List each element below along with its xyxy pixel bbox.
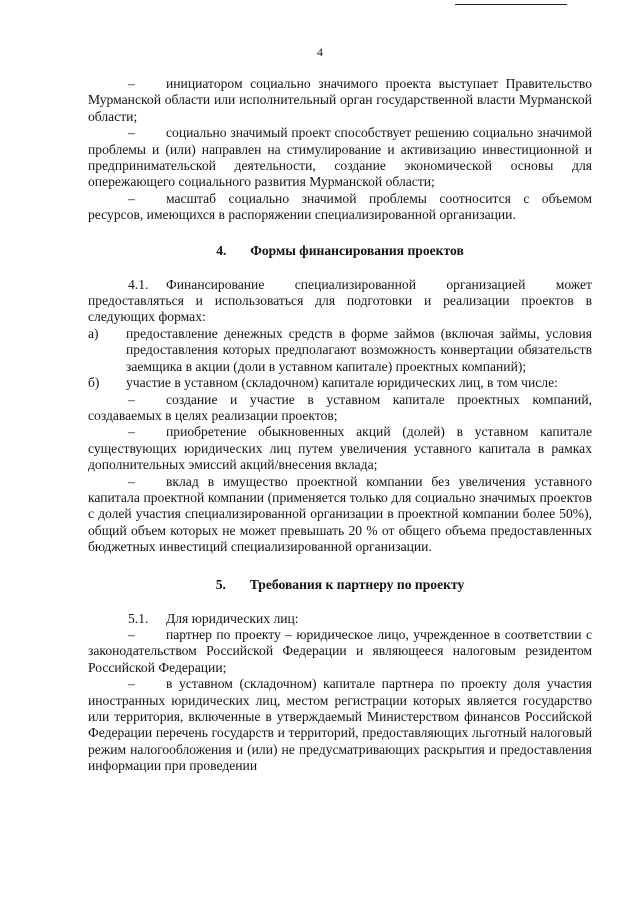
clause-4-1 <box>88 277 592 326</box>
list-item-text: приобретение обыкновенных акций (долей) в уставном капитале существующих юридических лиц путем увеличения уставного капитала в рамках дополнительных эмиссий акций/внесения вклада; <box>88 424 592 473</box>
list-item <box>88 676 592 774</box>
clause-number: 4.1. <box>128 276 149 292</box>
list-item-text: предоставление денежных средств в форме займов (включая займы, условия предоставления которых предполагают возможность конвертации обязательств заемщика в акции (доли в уставном капитале) проектных компаний); <box>126 325 592 374</box>
list-item-text: инициатором социально значимого проекта выступает Правительство Мурманской области или исполнительный орган государственной власти Мурманской области; <box>88 76 592 124</box>
section-title: Формы финансирования проектов <box>250 242 464 258</box>
clause-number: 5.1. <box>128 610 149 626</box>
clause-text: Для юридических лиц: <box>166 610 299 626</box>
section-number: 5. <box>215 576 226 592</box>
dash-marker: – <box>128 125 135 141</box>
list-letter: б) <box>88 375 100 391</box>
list-letter: а) <box>88 325 99 341</box>
sub-list-item <box>88 424 592 473</box>
list-item-b <box>88 375 592 391</box>
list-item-text: партнер по проекту – юридическое лицо, учрежденное в соответствии с законодательством Российской Федерации и являющееся налоговым резидентом Российской Федерации; <box>88 626 592 675</box>
dash-marker: – <box>128 676 135 692</box>
dash-marker: – <box>128 76 135 91</box>
section-number: 4. <box>216 242 227 258</box>
dash-marker: – <box>128 190 135 206</box>
clause-text: Финансирование специализированной организацией может предоставляться и использоваться для подготовки и реализации проектов в следующих формах: <box>88 276 592 325</box>
document-page <box>88 76 592 775</box>
list-item-text: участие в уставном (складочном) капитале юридических лиц, в том числе: <box>126 375 558 391</box>
sub-list-item <box>88 392 592 425</box>
section-5-heading <box>88 576 592 593</box>
page-number: 4 <box>317 45 323 59</box>
list-item-text: социально значимый проект способствует решению социально значимой проблемы и (или) направлен на стимулирование и активизацию инвестиционной и предпринимательской деятельности, создание экономической основы для опережающего социального развития Мурманской области; <box>88 125 592 190</box>
list-item <box>88 191 592 224</box>
dash-marker: – <box>128 391 135 407</box>
section-title: Требования к партнеру по проекту <box>249 576 465 592</box>
dash-marker: – <box>128 424 135 440</box>
list-item <box>88 125 592 191</box>
list-item <box>88 76 592 125</box>
dash-marker: – <box>128 626 135 642</box>
list-item <box>88 627 592 676</box>
list-item-text: масштаб социально значимой проблемы соотносится с объемом ресурсов, имеющихся в распоряжении специализированной организации. <box>88 190 592 223</box>
list-item-text: в уставном (складочном) капитале партнера по проекту доля участия иностранных юридических лиц, местом регистрации которых является государство или территория, включенные в утверждаемый Министерством финансов Российской Федерации перечень государств и территорий, предоставляющих льготный налоговый режим налогообложения и (или) не предусматривающих раскрытия и предоставления информации при проведении <box>88 676 592 774</box>
list-item-text: вклад в имущество проектной компании без увеличения уставного капитала проектной компании (применяется только для социально значимых проектов с долей участия специализированной организации в проектной компании более 50%), общий объем которых не может превышать 20 % от общего объема предоставленных бюджетных инвестиций специализированной организации. <box>88 473 592 555</box>
clause-5-1 <box>88 611 592 627</box>
dash-marker: – <box>128 473 135 489</box>
top-rule <box>455 4 567 5</box>
section-4-heading <box>88 242 592 259</box>
list-item-a <box>88 326 592 375</box>
sub-list-item <box>88 474 592 556</box>
list-item-text: создание и участие в уставном капитале проектных компаний, создаваемых в целях реализации проектов; <box>88 391 592 423</box>
